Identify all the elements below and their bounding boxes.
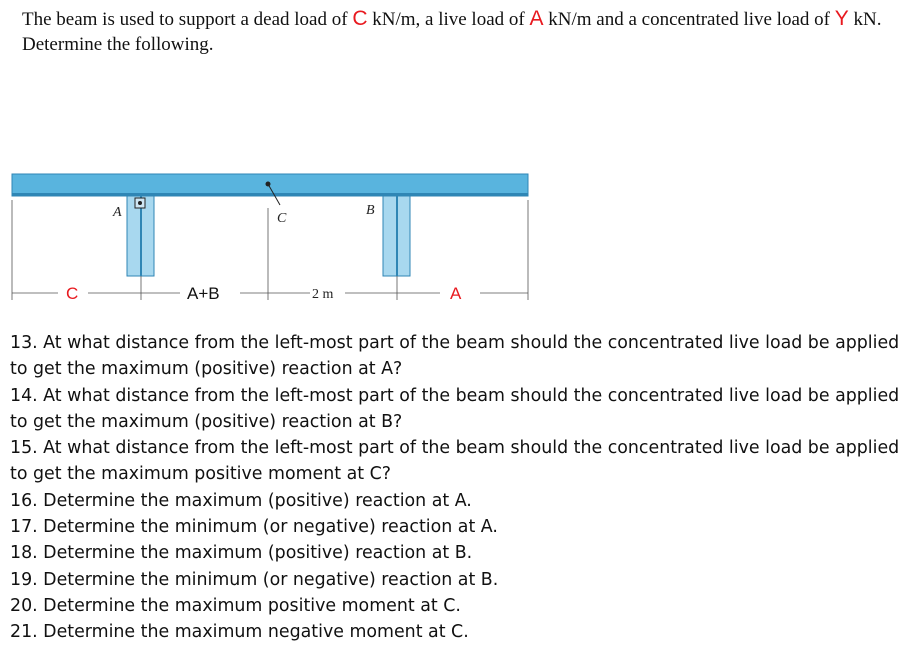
beam-bottom-edge bbox=[12, 193, 528, 196]
question-18: 18. Determine the maximum (positive) reaction at B. bbox=[10, 543, 473, 564]
live-load-variable: A bbox=[529, 7, 544, 30]
question-19: 19. Determine the minimum (or negative) reaction at B. bbox=[10, 569, 499, 590]
dim-left-label: C bbox=[66, 284, 79, 303]
question-17: 17. Determine the minimum (or negative) reaction at A. bbox=[10, 517, 498, 538]
point-a-label: A bbox=[113, 205, 122, 220]
question-14: 14. At what distance from the left-most part of the beam should the concentrated live load be applied to get the maximum (positive) reaction at B? bbox=[10, 385, 900, 432]
point-c-label: C bbox=[277, 211, 287, 226]
dim-mid-label: A+B bbox=[187, 284, 220, 303]
dim-2m-label: 2 m bbox=[312, 287, 334, 302]
beam-figure bbox=[0, 160, 540, 310]
point-b-label: B bbox=[366, 203, 375, 218]
question-13: 13. At what distance from the left-most part of the beam should the concentrated live load be applied to get the maximum (positive) reaction at A? bbox=[10, 333, 900, 380]
intro-text-2: kN/m, a live load of bbox=[372, 9, 525, 30]
dim-right-label: A bbox=[450, 284, 462, 303]
concentrated-load-variable: Y bbox=[834, 7, 849, 30]
question-21: 21. Determine the maximum negative moment at C. bbox=[10, 622, 469, 643]
question-list bbox=[10, 330, 920, 646]
problem-statement bbox=[22, 6, 902, 57]
question-16: 16. Determine the maximum (positive) reaction at A. bbox=[10, 490, 472, 511]
intro-text-3: kN/m and a concentrated live load of bbox=[548, 9, 830, 30]
intro-text-1: The beam is used to support a dead load of bbox=[22, 9, 348, 30]
dead-load-variable: C bbox=[352, 7, 368, 30]
intro-text-4: kN. Determine the following. bbox=[22, 9, 882, 55]
question-15: 15. At what distance from the left-most part of the beam should the concentrated live load be applied to get the maximum positive moment at C? bbox=[10, 438, 900, 485]
question-20: 20. Determine the maximum positive moment at C. bbox=[10, 595, 461, 616]
